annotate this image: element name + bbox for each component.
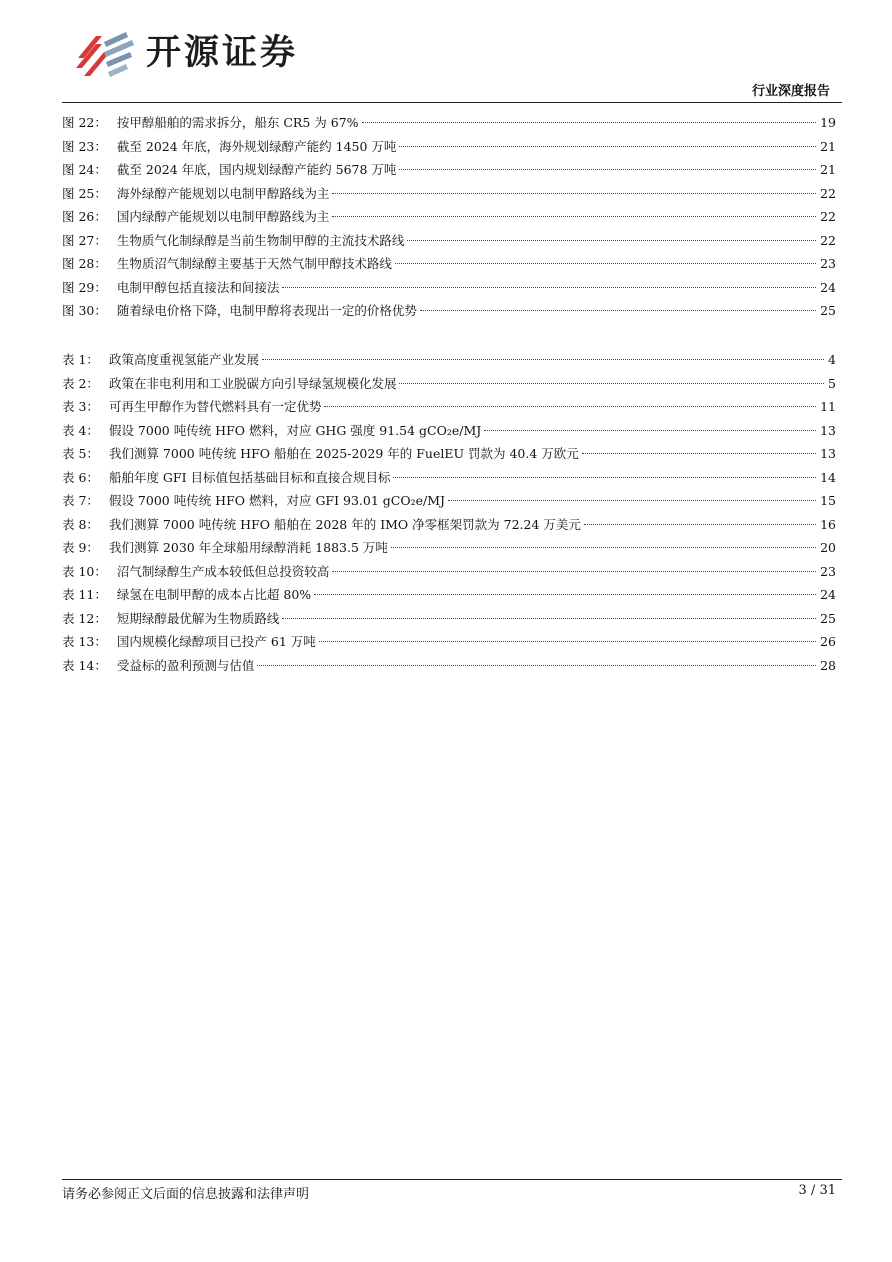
dot-leader [399, 146, 816, 147]
page-header [0, 0, 892, 104]
table-entry[interactable] [62, 348, 836, 372]
table-entry-page[interactable]: 11 [820, 399, 836, 414]
figure-entry-page[interactable]: 21 [820, 138, 836, 154]
figure-entry[interactable] [62, 252, 836, 276]
figure-entry[interactable] [62, 111, 836, 135]
figure-entry-label: 图 27： [62, 232, 107, 248]
table-entry-label: 表 13： [62, 634, 107, 649]
figure-entry[interactable] [62, 229, 836, 253]
dot-leader [584, 524, 816, 525]
dot-leader [332, 216, 816, 217]
table-entry-title[interactable]: 沼气制绿醇生产成本较低但总投资较高 [116, 563, 330, 579]
table-entry[interactable] [62, 513, 836, 537]
table-entry[interactable] [62, 372, 836, 396]
table-entry-page[interactable]: 20 [820, 540, 836, 555]
figure-entry-page[interactable]: 24 [820, 279, 836, 295]
figure-entry-title[interactable]: 按甲醇船舶的需求拆分，船东 CR5 为 67% [116, 115, 359, 130]
dot-leader [332, 193, 816, 194]
table-entry-label: 表 7： [62, 493, 99, 508]
dot-leader [262, 359, 824, 360]
table-entry-page[interactable]: 26 [820, 634, 836, 649]
table-entry[interactable] [62, 489, 836, 513]
table-entry-label: 表 4： [62, 422, 99, 438]
figure-entry-page[interactable]: 23 [820, 256, 836, 271]
figure-entry-page[interactable]: 21 [820, 162, 836, 177]
dot-leader [582, 453, 816, 454]
table-entry-label: 表 5： [62, 446, 99, 461]
figure-entry-page[interactable]: 22 [820, 185, 836, 201]
dot-leader [319, 641, 816, 642]
dot-leader [420, 310, 816, 311]
figure-entry-title[interactable]: 随着绿电价格下降，电制甲醇将表现出一定的价格优势 [116, 303, 417, 318]
dot-leader [395, 263, 816, 264]
figure-entry[interactable] [62, 299, 836, 323]
table-entry-title[interactable]: 假设 7000 吨传统 HFO 燃料，对应 GHG 强度 91.54 gCO₂e/MJ [108, 422, 482, 438]
dot-leader [324, 406, 816, 407]
figure-entry-label: 图 24： [62, 162, 107, 177]
table-entry-label: 表 10： [62, 563, 107, 579]
table-entry-page[interactable]: 15 [820, 493, 836, 508]
page-number: 3 / 31 [798, 1183, 836, 1198]
table-entry[interactable] [62, 630, 836, 654]
table-entry[interactable] [62, 607, 836, 631]
table-entry-label: 表 11： [62, 587, 107, 602]
brand-name: 开源证券 [146, 33, 299, 73]
table-entry-label: 表 14： [62, 657, 107, 673]
dot-leader [399, 169, 816, 170]
table-entry-label: 表 1： [62, 352, 99, 367]
dot-leader [362, 122, 817, 123]
figure-entry-label: 图 28： [62, 256, 107, 271]
table-list [62, 348, 836, 677]
table-entry-title[interactable]: 国内规模化绿醇项目已投产 61 万吨 [116, 634, 316, 649]
table-entry-page[interactable]: 28 [820, 657, 836, 673]
dot-leader [407, 240, 816, 241]
table-entry-title[interactable]: 船舶年度 GFI 目标值包括基础目标和直接合规目标 [108, 469, 391, 485]
table-entry-page[interactable]: 13 [820, 422, 836, 438]
dot-leader [332, 571, 816, 572]
table-entry-page[interactable]: 4 [828, 352, 836, 367]
table-entry-page[interactable]: 13 [820, 446, 836, 461]
figure-entry[interactable] [62, 182, 836, 206]
table-entry-title[interactable]: 受益标的盈利预测与估值 [116, 657, 255, 673]
report-type-label: 行业深度报告 [751, 84, 830, 99]
header-divider [62, 102, 842, 103]
dot-leader [399, 383, 824, 384]
table-entry-title[interactable]: 政策在非电利用和工业脱碳方向引导绿氢规模化发展 [108, 375, 397, 391]
table-entry-label: 表 12： [62, 610, 107, 626]
figure-entry-page[interactable]: 25 [820, 303, 836, 318]
dot-leader [314, 594, 816, 595]
footer-divider [62, 1179, 842, 1180]
figure-list [62, 111, 836, 323]
figure-entry-label: 图 25： [62, 185, 107, 201]
figure-entry[interactable] [62, 205, 836, 229]
dot-leader [282, 287, 816, 288]
table-entry-title[interactable]: 可再生甲醇作为替代燃料具有一定优势 [108, 399, 322, 414]
table-entry[interactable] [62, 654, 836, 678]
table-entry-title[interactable]: 政策高度重视氢能产业发展 [108, 352, 259, 367]
table-entry-title[interactable]: 我们测算 7000 吨传统 HFO 船舶在 2028 年的 IMO 净零框架罚款为 72.24 万美元 [108, 516, 581, 532]
table-entry[interactable] [62, 395, 836, 419]
figure-entry-label: 图 30： [62, 303, 107, 318]
figure-entry[interactable] [62, 276, 836, 300]
table-entry-page[interactable]: 23 [820, 563, 836, 579]
table-entry-title[interactable]: 我们测算 7000 吨传统 HFO 船舶在 2025-2029 年的 FuelEU 罚款为 40.4 万欧元 [108, 446, 579, 461]
dot-leader [393, 477, 816, 478]
figure-entry-label: 图 23： [62, 138, 107, 154]
figure-entry[interactable] [62, 135, 836, 159]
table-entry-label: 表 6： [62, 469, 99, 485]
table-entry-title[interactable]: 绿氢在电制甲醇的成本占比超 80% [116, 587, 312, 602]
table-entry[interactable] [62, 583, 836, 607]
table-entry-page[interactable]: 25 [820, 610, 836, 626]
figure-entry-title[interactable]: 国内绿醇产能规划以电制甲醇路线为主 [116, 209, 330, 224]
figure-entry-title[interactable]: 海外绿醇产能规划以电制甲醇路线为主 [116, 185, 330, 201]
dot-leader [391, 547, 816, 548]
dot-leader [257, 665, 816, 666]
table-entry[interactable] [62, 536, 836, 560]
figure-entry-label: 图 26： [62, 209, 107, 224]
figure-entry-label: 图 22： [62, 115, 107, 130]
table-entry[interactable] [62, 466, 836, 490]
table-entry[interactable] [62, 442, 836, 466]
table-entry-title[interactable]: 短期绿醇最优解为生物质路线 [116, 610, 280, 626]
table-entry-page[interactable]: 24 [820, 587, 836, 602]
figure-entry-page[interactable]: 22 [820, 209, 836, 224]
table-entry-label: 表 9： [62, 540, 99, 555]
figure-entry-title[interactable]: 生物质气化制绿醇是当前生物制甲醇的主流技术路线 [116, 232, 405, 248]
footer-disclaimer: 请务必参阅正文后面的信息披露和法律声明 [62, 1187, 310, 1202]
table-entry-title[interactable]: 我们测算 2030 年全球船用绿醇消耗 1883.5 万吨 [108, 540, 388, 555]
figure-entry-title[interactable]: 电制甲醇包括直接法和间接法 [116, 279, 280, 295]
table-entry-title[interactable]: 假设 7000 吨传统 HFO 燃料，对应 GFI 93.01 gCO₂e/MJ [108, 493, 446, 508]
table-entry-label: 表 2： [62, 375, 99, 391]
table-entry-page[interactable]: 16 [820, 516, 836, 532]
table-entry-page[interactable]: 14 [820, 469, 836, 485]
table-entry-page[interactable]: 5 [828, 375, 836, 391]
figure-entry-page[interactable]: 19 [820, 115, 836, 130]
table-entry[interactable] [62, 419, 836, 443]
table-entry-label: 表 3： [62, 399, 99, 414]
figure-entry-title[interactable]: 截至 2024 年底，国内规划绿醇产能约 5678 万吨 [116, 162, 397, 177]
dot-leader [448, 500, 816, 501]
company-logo-icon [74, 28, 136, 80]
table-entry-label: 表 8： [62, 516, 99, 532]
figure-entry[interactable] [62, 158, 836, 182]
dot-leader [282, 618, 816, 619]
figure-entry-title[interactable]: 截至 2024 年底，海外规划绿醇产能约 1450 万吨 [116, 138, 397, 154]
table-entry[interactable] [62, 560, 836, 584]
dot-leader [484, 430, 816, 431]
figure-entry-page[interactable]: 22 [820, 232, 836, 248]
figure-entry-label: 图 29： [62, 279, 107, 295]
figure-entry-title[interactable]: 生物质沼气制绿醇主要基于天然气制甲醇技术路线 [116, 256, 392, 271]
